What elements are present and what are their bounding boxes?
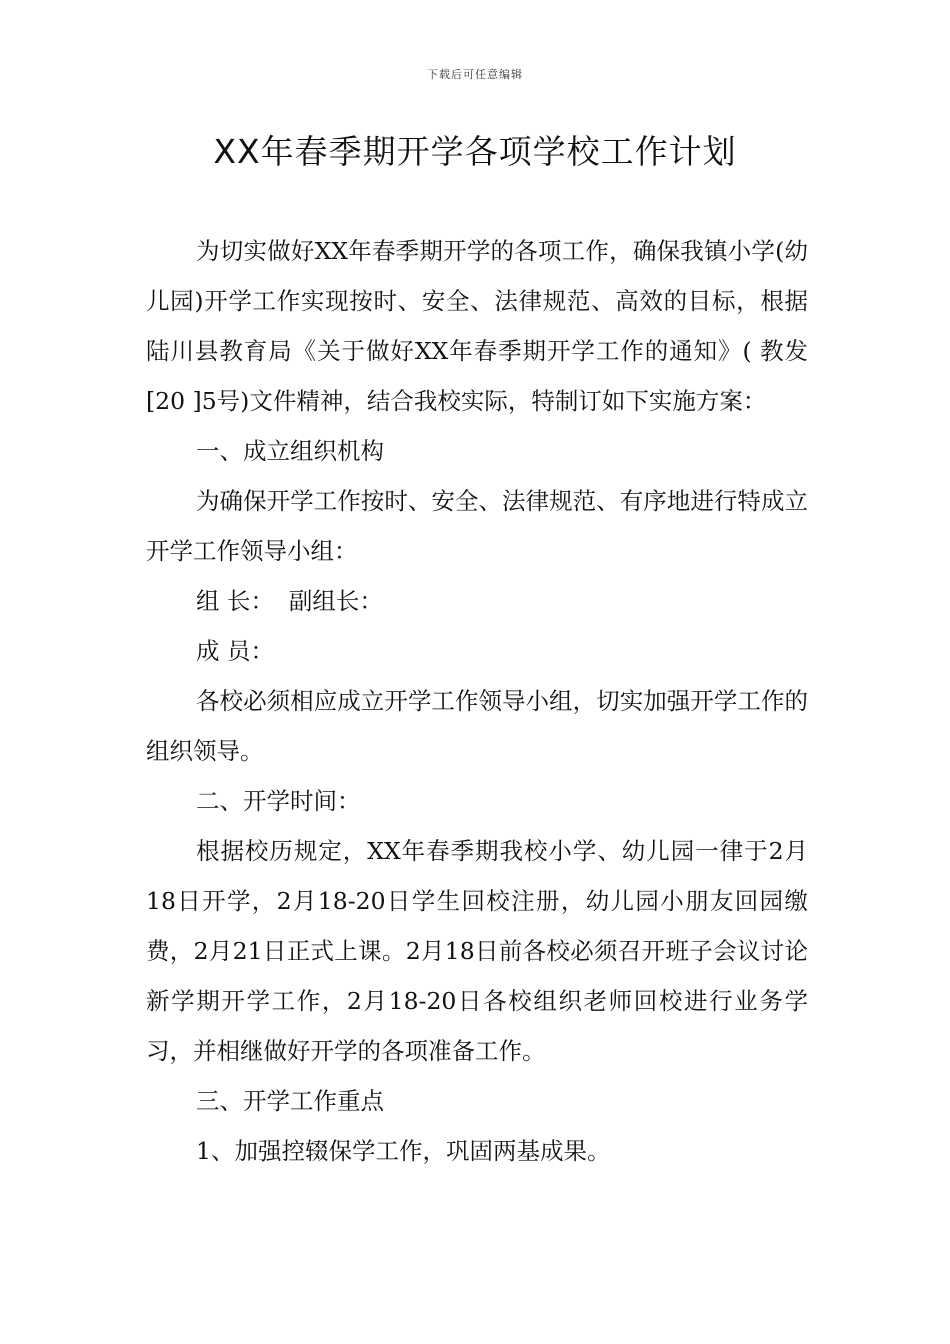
header-note: 下载后可任意编辑 (427, 68, 523, 81)
document-title: XX年春季期开学各项学校工作计划 (213, 132, 737, 171)
section-heading-3: 三、开学工作重点 (196, 1087, 384, 1115)
group-leaders-line: 组 长： 副组长： (196, 587, 383, 615)
section-heading-2: 二、开学时间： (196, 787, 361, 815)
section-heading-1: 一、成立组织机构 (196, 437, 384, 465)
list-item-1: 1、加强控辍保学工作，巩固两基成果。 (196, 1137, 611, 1165)
document-body (146, 226, 808, 1176)
paragraph-purpose: 为确保开学工作按时、安全、法律规范、有序地进行特成立开学工作领导小组： (146, 487, 808, 565)
paragraph-requirement: 各校必须相应成立开学工作领导小组，切实加强开学工作的组织领导。 (146, 687, 808, 765)
intro-paragraph: 为切实做好XX年春季期开学的各项工作，确保我镇小学(幼儿园)开学工作实现按时、安全、法律规范、高效的目标，根据陆川县教育局《关于做好XX年春季期开学工作的通知》( 教发[20 ]5号)文件精神，结合我校实际，特制订如下实施方案： (146, 237, 808, 415)
group-members-line: 成 员： (196, 637, 274, 665)
paragraph-schedule: 根据校历规定，XX年春季期我校小学、幼儿园一律于2月18日开学，2月18-20日学生回校注册，幼儿园小朋友回园缴费，2月21日正式上课。2月18日前各校必须召开班子会议讨论新学期开学工作，2月18-20日各校组织老师回校进行业务学习，并相继做好开学的各项准备工作。 (146, 837, 808, 1065)
